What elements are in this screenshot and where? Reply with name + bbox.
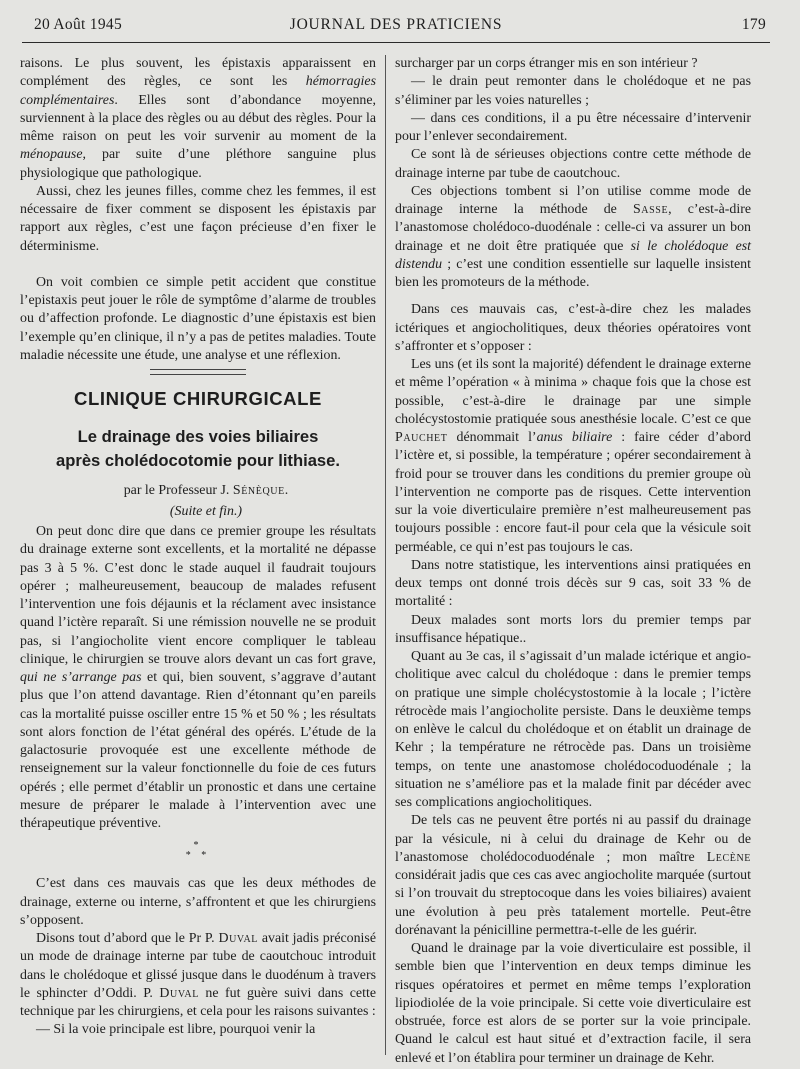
right-column — [395, 55, 751, 1068]
paragraph: C’est dans ces mauvais cas que les deux méthodes de drainage, externe ou interne, s’affrontent et que les chirurgiens s’opposent. — [20, 876, 376, 928]
article-continuation-note: (Suite et fin.) — [169, 504, 243, 519]
paragraph: Aussi, chez les jeunes filles, comme chez les femmes, il est nécessaire de fixer comment se disposent les épistaxis par rapport aux règles, c’est une façon précieuse d’en fixer le déterminisme. — [20, 183, 376, 254]
paragraph: Dans ces mauvais cas, c’est-à-dire chez les malades ictériques et angiocholitiques, deux théories opératoires vont s’affronter et s’opposer : — [395, 302, 751, 354]
paragraph: Deux malades sont morts lors du premier temps par insuffisance hépatique.. — [395, 612, 751, 646]
paragraph: Quand le drainage par la voie diverticulaire est possible, il semble bien que l’intervention en deux temps diminue les risques opératoires et permet en même temps l’exploration lipiodiolée de la voie principale. Si cette voie diverticulaire est obstruée, force est alors de se porter sur la voie principale. Quand le calcul est haut situé et d’extraction facile, il sera enlevé et l’on établira pour terminer un drainage de Kehr. — [395, 941, 751, 1066]
column-rule — [385, 55, 386, 1055]
paragraph: On voit combien ce simple petit accident que constitue l’epistaxis peut jouer le rôle de symptôme d’alarme de troubles ou d’affection profonde. Le diagnostic d’une épistaxis est bien l’exemple qu’en clinique, il n’y a pas de petites maladies. Toute maladie nécessite une étude, une analyse et une réflexion. — [20, 274, 376, 363]
paragraph: Ces objections tombent si l’on utilise comme mode de drainage interne la méthode de Sasse, c’est-à-dire l’anastomose cholédoco-duodénale : celle-ci va assurer un bon drainage et ne doit être pratiquée que si le cholédoque est distendu ; c’est une condition essentielle sur laquelle insistent bien les promoteurs de la méthode. — [395, 183, 751, 290]
asterism-separator: * * * — [185, 840, 211, 862]
paragraph: — Si la voie principale est libre, pourquoi venir la — [36, 1022, 316, 1038]
paragraph: — dans ces conditions, il a pu être nécessaire d’intervenir pour l’enlever secondairement. — [395, 110, 751, 144]
paragraph: On peut donc dire que dans ce premier groupe les résultats du drainage externe sont excellents, et la mortalité ne dépasse pas 3 à 5 %. C’est donc le stade auquel il faudrait toujours opérer ; malheureusement, beaucoup de malades refusent l’intervention une fois déjaunis et la réclament avec insistance quand l’ictère reparaît. Si une rémission nouvelle ne se produit pas, si l’angiocholite vient encore compliquer le tableau clinique, le chirurgien se trouve alors devant un cas fort grave, qui ne s’arrange pas et qui, bien souvent, s’aggrave d’autant plus que l’on attend davantage. Rien d’étonnant qu’en pareils cas la mortalité puisse osciller entre 15 % et 50 % ; les résultats sont alors fonction de l’état général des opérés. L’étude de la galactosurie provoquée est une excellente méthode de renseignement sur la valeur fonctionnelle du foie de ces futurs opérés ; elle permet d’établir un pronostic et dans une certaine mesure de préparer le malade à l’intervention avec une thérapeutique préventive. — [20, 524, 376, 831]
paragraph: surcharger par un corps étranger mis en son intérieur ? — [395, 56, 698, 71]
left-column — [20, 55, 376, 1040]
article-byline: par le Professeur J. Sénèque. — [123, 483, 289, 498]
paragraph: Dans notre statistique, les interventions ainsi pratiquées en deux temps ont donné trois décès sur 9 cas, soit 33 % de mortalité : — [395, 557, 751, 610]
paragraph: De tels cas ne peuvent être portés ni au passif du drainage par la vésicule, ni à celui du drainage de Kehr ou de l’anastomose cholédocoduodénale ; mon maître Lecène considérait jadis que ces cas avec angiocholite marquée (surtout si l’on trouvait du streptocoque dans les voies biliaires) avaient une évolution à peu près tatalement mortelle. Peut-être dorénavant la pénicilline permettra-t-elle de les guérir. — [395, 813, 751, 938]
paragraph: Ce sont là de sérieuses objections contre cette méthode de drainage interne par tube de caoutchouc. — [395, 147, 751, 181]
section-divider — [150, 369, 246, 375]
article-title: Le drainage des voies biliaires après cholédocotomie pour lithiase. — [56, 427, 340, 470]
header-page-number: 179 — [741, 16, 766, 33]
paragraph: raisons. Le plus souvent, les épistaxis apparaissent en complément des règles, ce sont les hémorragies complémentaires. Elles sont d’abondance moyenne, surviennent à la place des règles ou au début des règles. Pour la même raison on peut les voir survenir au moment de la ménopause, par suite d’une pléthore sanguine plus physiologique que pathologique. — [20, 56, 376, 181]
paragraph: Disons tout d’abord que le Pr P. Duval avait jadis préconisé un mode de drainage interne par tube de caoutchouc introduit dans le cholédoque et glissé jusque dans le duodénum à travers le sphincter d’Oddi. P. Duval ne fut guère suivi dans cette technique par les chirurgiens, et cela pour les raisons suivantes : — [20, 931, 376, 1019]
header-date: 20 Août 1945 — [34, 16, 122, 33]
section-heading: CLINIQUE CHIRURGICALE — [74, 388, 322, 409]
paragraph: Quant au 3e cas, il s’agissait d’un malade ictérique et angio-cholitique avec calcul du cholédoque : dans le premier temps on pratique une simple cholécystostomie à la locale ; l’ictère rétrocède mais l’angiocholite persiste. Dans le deuxième temps on enlève le calcul du cholédoque et on établit un drainage de Kehr ; la température ne rétrocède pas. Dans un troisième temps, on tente une anastomose cholédocoduodénale ; la situation ne s’améliore pas et la malade finit par décéder avec ses complications angiocholitiques. — [395, 649, 751, 810]
paragraph: Les uns (et ils sont la majorité) défendent le drainage externe et même l’opération « à minima » chaque fois que la chose est possible, c’est-à-dire le drainage par une simple cholécystostomie pratiquée sous anesthésie locale. C’est ce que Pauchet dénommait l’anus biliaire : faire céder d’abord l’ictère et, si possible, la température ; opérer secondairement à froid pour se trouver dans les conditions du premier groupe où l’intervention ne comporte pas de risques. Cette intervention sur la voie diverticulaire première n’est malheureusement pas toujours possible : encore faut-il pour cela que la vésicule soit perméable, ce qui n’est pas toujours le cas. — [395, 357, 751, 555]
header-journal-name: JOURNAL DES PRATICIENS — [289, 16, 503, 33]
running-header — [22, 14, 770, 43]
paragraph: — le drain peut remonter dans le cholédoque et ne pas s’éliminer par les voies naturelles ; — [395, 74, 751, 108]
